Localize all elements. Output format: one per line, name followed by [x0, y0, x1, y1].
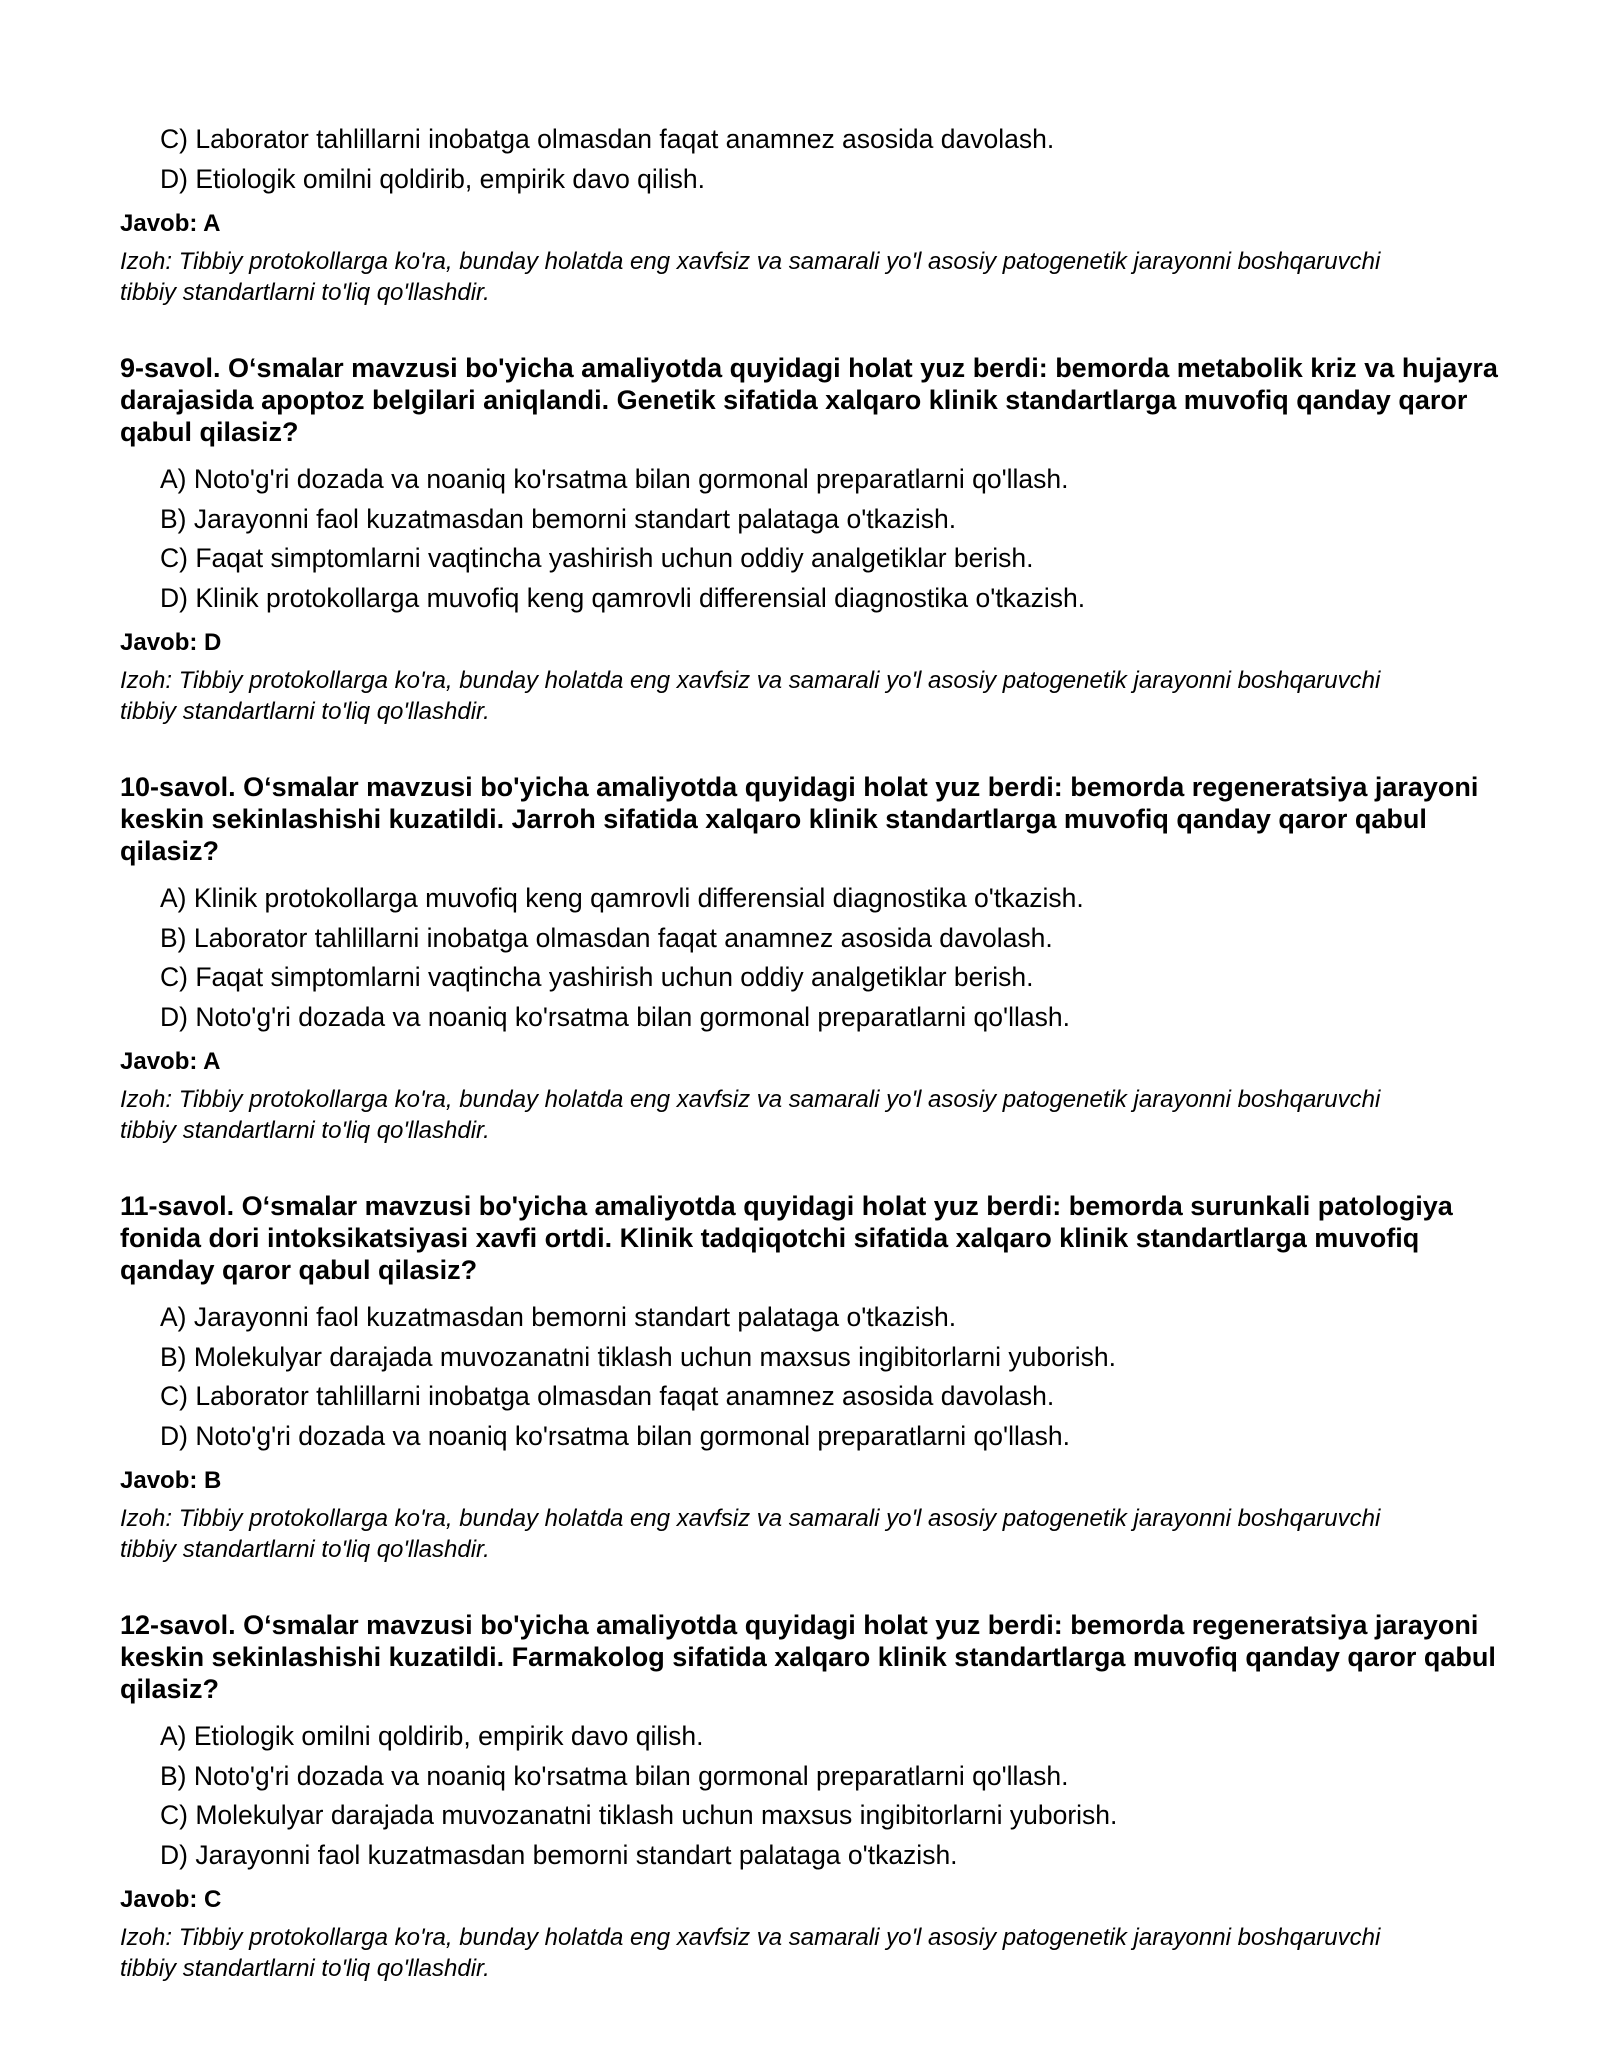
option-item: B) Jarayonni faol kuzatmasdan bemorni standart palataga o'tkazish.: [160, 503, 957, 534]
explanation-note: Izoh: Tibbiy protokollarga ko'ra, bunday holatda eng xavfsiz va samarali yo'l asosiy patogenetik jarayonni boshqaruvchi tibbiy standartlarni to'liq qo'llashdir.: [120, 1924, 1381, 1982]
answer-label: Javob: B: [120, 1467, 222, 1494]
option-item: B) Molekulyar darajada muvozanatni tiklash uchun maxsus ingibitorlarni yuborish.: [160, 1341, 1116, 1372]
explanation-note: Izoh: Tibbiy protokollarga ko'ra, bunday holatda eng xavfsiz va samarali yo'l asosiy patogenetik jarayonni boshqaruvchi tibbiy standartlarni to'liq qo'llashdir.: [120, 248, 1381, 306]
question-10: [120, 771, 1500, 1146]
explanation-note: Izoh: Tibbiy protokollarga ko'ra, bunday holatda eng xavfsiz va samarali yo'l asosiy patogenetik jarayonni boshqaruvchi tibbiy standartlarni to'liq qo'llashdir.: [120, 667, 1381, 725]
explanation-note: Izoh: Tibbiy protokollarga ko'ra, bunday holatda eng xavfsiz va samarali yo'l asosiy patogenetik jarayonni boshqaruvchi tibbiy standartlarni to'liq qo'llashdir.: [120, 1505, 1381, 1563]
answer-label: Javob: C: [120, 1886, 222, 1913]
question-title: 10-savol. O‘smalar mavzusi bo'yicha amaliyotda quyidagi holat yuz berdi: bemorda regeneratsiya jarayoni keskin sekinlashishi kuzatildi. Jarroh sifatida xalqaro klinik standartlarga muvofiq qanday qaror qabul qilasiz?: [120, 772, 1479, 866]
options-list: [120, 1298, 1500, 1456]
option-item: C) Laborator tahlillarni inobatga olmasdan faqat anamnez asosida davolash.: [160, 1381, 1055, 1411]
option-item: C) Faqat simptomlarni vaqtincha yashirish uchun oddiy analgetiklar berish.: [160, 962, 1034, 992]
question-12: [120, 1609, 1500, 1984]
question-carryover: [120, 120, 1500, 308]
option-item: C) Laborator tahlillarni inobatga olmasdan faqat anamnez asosida davolash.: [160, 124, 1055, 154]
option-item: C) Faqat simptomlarni vaqtincha yashirish uchun oddiy analgetiklar berish.: [160, 543, 1034, 573]
question-11: [120, 1190, 1500, 1565]
options-list: [120, 879, 1500, 1037]
option-item: D) Noto'g'ri dozada va noaniq ko'rsatma bilan gormonal preparatlarni qo'llash.: [160, 1420, 1070, 1451]
option-item: D) Etiologik omilni qoldirib, empirik davo qilish.: [160, 163, 705, 194]
option-item: D) Klinik protokollarga muvofiq keng qamrovli differensial diagnostika o'tkazish.: [160, 582, 1086, 613]
option-item: B) Noto'g'ri dozada va noaniq ko'rsatma bilan gormonal preparatlarni qo'llash.: [160, 1760, 1069, 1791]
option-item: C) Molekulyar darajada muvozanatni tiklash uchun maxsus ingibitorlarni yuborish.: [160, 1800, 1118, 1830]
question-title: 12-savol. O‘smalar mavzusi bo'yicha amaliyotda quyidagi holat yuz berdi: bemorda regeneratsiya jarayoni keskin sekinlashishi kuzatildi. Farmakolog sifatida xalqaro klinik standartlarga muvofiq qanday qaror qabul qilasiz?: [120, 1610, 1496, 1704]
option-item: B) Laborator tahlillarni inobatga olmasdan faqat anamnez asosida davolash.: [160, 922, 1053, 953]
options-list: [120, 460, 1500, 618]
explanation-note: Izoh: Tibbiy protokollarga ko'ra, bunday holatda eng xavfsiz va samarali yo'l asosiy patogenetik jarayonni boshqaruvchi tibbiy standartlarni to'liq qo'llashdir.: [120, 1086, 1381, 1144]
options-list: [120, 1717, 1500, 1875]
option-item: D) Noto'g'ri dozada va noaniq ko'rsatma bilan gormonal preparatlarni qo'llash.: [160, 1001, 1070, 1032]
option-item: D) Jarayonni faol kuzatmasdan bemorni standart palataga o'tkazish.: [160, 1839, 958, 1870]
options-list: [120, 120, 1500, 199]
question-9: [120, 352, 1500, 727]
question-title: 11-savol. O‘smalar mavzusi bo'yicha amaliyotda quyidagi holat yuz berdi: bemorda surunkali patologiya fonida dori intoksikatsiyasi xavfi ortdi. Klinik tadqiqotchi sifatida xalqaro klinik standartlarga muvofiq qanday qaror qabul qilasiz?: [120, 1191, 1453, 1285]
option-item: A) Jarayonni faol kuzatmasdan bemorni standart palataga o'tkazish.: [160, 1302, 957, 1332]
option-item: A) Etiologik omilni qoldirib, empirik davo qilish.: [160, 1721, 704, 1751]
answer-label: Javob: A: [120, 1048, 221, 1075]
answer-label: Javob: A: [120, 210, 221, 237]
answer-label: Javob: D: [120, 629, 222, 656]
question-title: 9-savol. O‘smalar mavzusi bo'yicha amaliyotda quyidagi holat yuz berdi: bemorda metabolik kriz va hujayra darajasida apoptoz belgilari aniqlandi. Genetik sifatida xalqaro klinik standartlarga muvofiq qanday qaror qabul qilasiz?: [120, 353, 1498, 447]
option-item: A) Noto'g'ri dozada va noaniq ko'rsatma bilan gormonal preparatlarni qo'llash.: [160, 464, 1069, 494]
option-item: A) Klinik protokollarga muvofiq keng qamrovli differensial diagnostika o'tkazish.: [160, 883, 1084, 913]
document-page: [120, 120, 1500, 2028]
